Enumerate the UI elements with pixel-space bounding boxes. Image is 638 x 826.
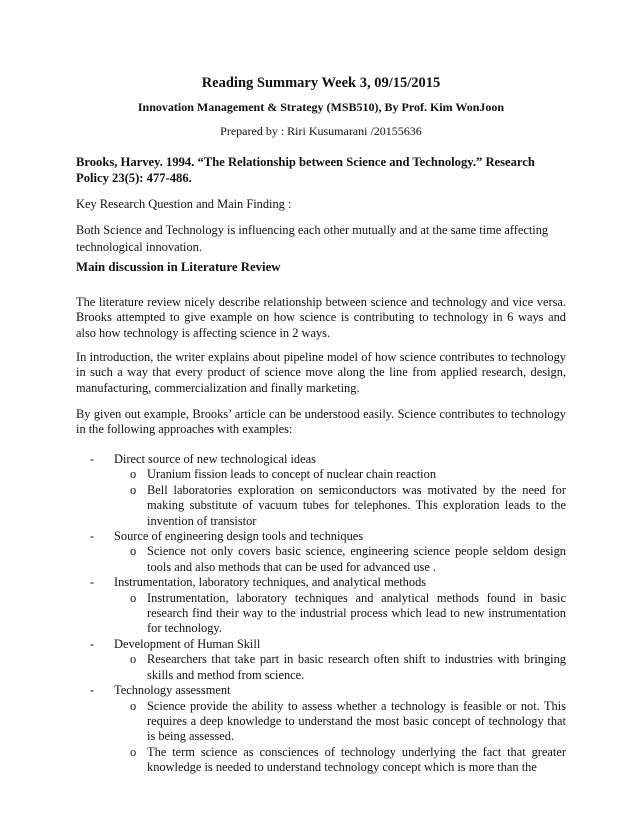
dash-bullet: -	[90, 452, 95, 466]
list-item-label: Direct source of new technological ideas	[114, 452, 316, 466]
sub-item-text: The term science as consciences of technology underlying the fact that greater knowledge is needed to understand technology concept which is more than the	[147, 744, 566, 775]
sub-item	[76, 544, 566, 575]
circle-bullet: o	[130, 698, 137, 713]
paragraph-literature-review: The literature review nicely describe relationship between science and technology and vice versa. Brooks attempted to give example on how science is contributing to technology in 6 ways and also how technology is affecting science in 2 ways.	[76, 295, 566, 340]
sub-item	[76, 483, 566, 529]
sub-item-text: Uranium fission leads to concept of nuclear chain reaction	[147, 467, 437, 482]
dash-bullet: -	[90, 636, 95, 651]
list-item	[76, 452, 566, 467]
dash-bullet: -	[90, 529, 95, 544]
main-finding: Both Science and Technology is influencing each other mutually and at the same time affecting technological innovation.	[76, 223, 549, 254]
list-item-label: Technology assessment	[114, 683, 231, 698]
circle-bullet: o	[130, 467, 137, 482]
list-item-label: Instrumentation, laboratory techniques, and analytical methods	[114, 575, 427, 590]
sub-item-text: Science not only covers basic science, engineering science people seldom design tools and also methods that can be used for advanced use .	[147, 544, 566, 574]
course-subtitle: Innovation Management & Strategy (MSB510), By Prof. Kim WonJoon	[137, 100, 505, 114]
sub-item	[76, 591, 566, 637]
list-item	[76, 575, 566, 590]
key-question-label: Key Research Question and Main Finding :	[76, 197, 292, 211]
paragraph-examples: By given out example, Brooks’ article can be understood easily. Science contributes to technology in the following approaches with examples:	[76, 407, 566, 437]
sub-item-text: Researchers that take part in basic research often shift to industries with bringing skills and method from science.	[147, 652, 566, 682]
circle-bullet: o	[130, 544, 137, 559]
prepared-by: Prepared by : Riri Kusumarani /20155636	[220, 124, 422, 138]
paragraph-introduction: In introduction, the writer explains about pipeline model of how science contributes to technology in such a way that every product of science move along the line from applied research, design, manufacturing, commercialization and finally marketing.	[76, 350, 566, 395]
dash-bullet: -	[90, 575, 95, 590]
list-item	[76, 683, 566, 698]
document-title: Reading Summary Week 3, 09/15/2015	[201, 75, 441, 91]
circle-bullet: o	[130, 744, 137, 759]
circle-bullet: o	[130, 482, 137, 497]
sub-item-text: Instrumentation, laboratory techniques and analytical methods found in basic research find their way to the industrial process which lead to new instrumentation for technology.	[147, 590, 566, 636]
list-item-label: Source of engineering design tools and techniques	[114, 529, 364, 544]
section-heading: Main discussion in Literature Review	[76, 260, 281, 274]
sub-item	[76, 652, 566, 683]
reference-citation: Brooks, Harvey. 1994. “The Relationship between Science and Technology.” Research Policy 23(5): 477-486.	[76, 155, 535, 185]
sub-item	[76, 467, 566, 482]
contribution-list	[76, 452, 566, 776]
circle-bullet: o	[130, 590, 137, 605]
list-item	[76, 637, 566, 652]
sub-item-text: Bell laboratories exploration on semiconductors was motivated by the need for making substitute of vacuum tubes for telephones. This exploration leads to the invention of transistor	[147, 482, 566, 528]
sub-item-text: Science provide the ability to assess whether a technology is feasible or not. This requires a deep knowledge to understand the most basic concept of technology that is being assessed.	[147, 698, 566, 744]
list-item-label: Development of Human Skill	[114, 636, 261, 651]
sub-item	[76, 699, 566, 745]
sub-item	[76, 745, 566, 776]
circle-bullet: o	[130, 652, 137, 667]
dash-bullet: -	[90, 683, 95, 698]
list-item	[76, 529, 566, 544]
